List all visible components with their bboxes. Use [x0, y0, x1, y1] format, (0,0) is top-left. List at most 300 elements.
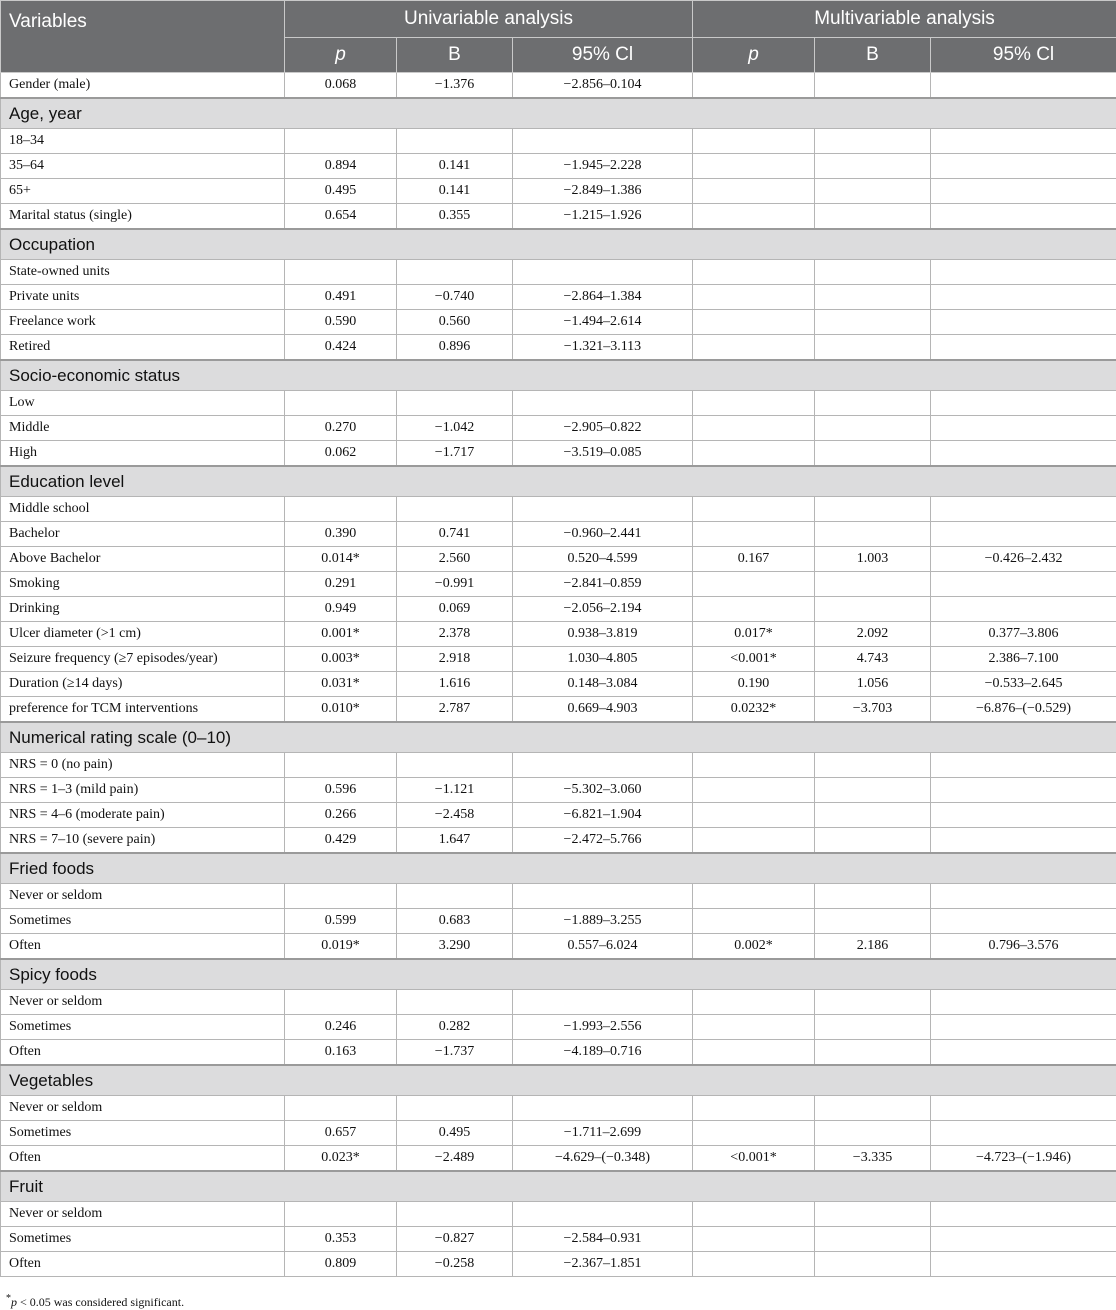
variable-name: 18–34 [1, 129, 285, 154]
multi-p-cell [693, 522, 815, 547]
uni-ci-cell: −0.960–2.441 [513, 522, 693, 547]
variable-name: NRS = 7–10 (severe pain) [1, 828, 285, 854]
multi-p-cell [693, 129, 815, 154]
table-row [1, 129, 1116, 154]
multi-p-cell: 0.017* [693, 622, 815, 647]
section-row [1, 1065, 1116, 1096]
section-row [1, 722, 1116, 753]
uni-p-cell: 0.062 [285, 441, 397, 467]
variable-name: Sometimes [1, 1227, 285, 1252]
multi-ci-cell: −0.533–2.645 [931, 672, 1116, 697]
uni-p-cell [285, 391, 397, 416]
uni-b-cell: −1.737 [397, 1040, 513, 1066]
uni-p-cell: 0.596 [285, 778, 397, 803]
uni-ci-cell [513, 129, 693, 154]
uni-ci-cell [513, 990, 693, 1015]
multi-p-cell [693, 909, 815, 934]
table-row [1, 1202, 1116, 1227]
variable-name: NRS = 0 (no pain) [1, 753, 285, 778]
multi-b-cell [815, 129, 931, 154]
multi-b-cell [815, 597, 931, 622]
variable-name: High [1, 441, 285, 467]
multi-ci-cell [931, 285, 1116, 310]
uni-b-cell: −0.258 [397, 1252, 513, 1277]
table-row [1, 934, 1116, 960]
table-row [1, 310, 1116, 335]
multi-b-cell [815, 1040, 931, 1066]
multi-b-cell: 2.186 [815, 934, 931, 960]
uni-b-cell: 0.741 [397, 522, 513, 547]
table-row [1, 1121, 1116, 1146]
multi-ci-cell [931, 1252, 1116, 1277]
multi-ci-cell [931, 778, 1116, 803]
section-label: Fruit [1, 1171, 1116, 1202]
multi-p-cell [693, 803, 815, 828]
table-row [1, 753, 1116, 778]
uni-ci-cell [513, 260, 693, 285]
uni-ci-cell: −5.302–3.060 [513, 778, 693, 803]
variable-name: Low [1, 391, 285, 416]
variable-name: 35–64 [1, 154, 285, 179]
uni-p-cell: 0.010* [285, 697, 397, 723]
multi-p-cell [693, 1015, 815, 1040]
uni-b-cell [397, 990, 513, 1015]
multi-p-cell [693, 154, 815, 179]
footnote-p: p [11, 1295, 17, 1309]
table-row [1, 335, 1116, 361]
multi-ci-cell [931, 310, 1116, 335]
multi-ci-cell [931, 416, 1116, 441]
uni-ci-cell: −1.215–1.926 [513, 204, 693, 230]
variable-name: Often [1, 934, 285, 960]
table-row [1, 260, 1116, 285]
multi-b-cell [815, 990, 931, 1015]
multi-b-cell [815, 154, 931, 179]
section-row [1, 360, 1116, 391]
uni-b-cell: 0.896 [397, 335, 513, 361]
table-row [1, 572, 1116, 597]
multi-b-cell [815, 522, 931, 547]
uni-p-cell: 0.894 [285, 154, 397, 179]
uni-ci-cell: −1.889–3.255 [513, 909, 693, 934]
footnote [6, 1293, 184, 1310]
section-row [1, 466, 1116, 497]
uni-b-cell: 0.069 [397, 597, 513, 622]
uni-b-cell: 0.495 [397, 1121, 513, 1146]
variable-name: Middle school [1, 497, 285, 522]
uni-b-cell [397, 753, 513, 778]
multi-ci-cell [931, 990, 1116, 1015]
table-row [1, 204, 1116, 230]
multi-b-cell [815, 884, 931, 909]
multi-b-cell [815, 778, 931, 803]
multi-p-cell [693, 391, 815, 416]
uni-p-cell: 0.657 [285, 1121, 397, 1146]
uni-b-cell [397, 391, 513, 416]
multi-b-cell [815, 1252, 931, 1277]
variable-name: Smoking [1, 572, 285, 597]
multi-b-cell [815, 73, 931, 99]
uni-ci-cell: 0.520–4.599 [513, 547, 693, 572]
multi-p-cell [693, 1252, 815, 1277]
multi-ci-cell [931, 73, 1116, 99]
multi-b-cell: −3.703 [815, 697, 931, 723]
uni-ci-cell: −6.821–1.904 [513, 803, 693, 828]
uni-b-cell: 0.683 [397, 909, 513, 934]
uni-ci-cell: −2.864–1.384 [513, 285, 693, 310]
uni-p-cell: 0.809 [285, 1252, 397, 1277]
uni-b-cell [397, 260, 513, 285]
uni-b-cell [397, 1202, 513, 1227]
uni-p-cell: 0.424 [285, 335, 397, 361]
variable-name: Bachelor [1, 522, 285, 547]
table-row [1, 1015, 1116, 1040]
uni-ci-cell [513, 497, 693, 522]
multi-p-cell [693, 990, 815, 1015]
uni-ci-cell: −2.584–0.931 [513, 1227, 693, 1252]
multi-b-cell [815, 1121, 931, 1146]
variable-name: Marital status (single) [1, 204, 285, 230]
multi-p-cell [693, 572, 815, 597]
multi-ci-cell [931, 1096, 1116, 1121]
section-row [1, 229, 1116, 260]
variable-name: State-owned units [1, 260, 285, 285]
section-row [1, 1171, 1116, 1202]
multi-ci-cell [931, 441, 1116, 467]
multi-b-cell [815, 391, 931, 416]
variable-name: Middle [1, 416, 285, 441]
table-row [1, 697, 1116, 723]
multi-ci-cell [931, 1015, 1116, 1040]
multi-p-cell [693, 753, 815, 778]
uni-b-cell: −2.458 [397, 803, 513, 828]
uni-p-cell: 0.023* [285, 1146, 397, 1172]
uni-p-cell: 0.491 [285, 285, 397, 310]
uni-p-cell [285, 1202, 397, 1227]
uni-ci-cell: −1.993–2.556 [513, 1015, 693, 1040]
variable-name: Never or seldom [1, 884, 285, 909]
uni-ci-cell [513, 1096, 693, 1121]
multi-ci-cell [931, 204, 1116, 230]
uni-b-cell [397, 884, 513, 909]
multi-ci-cell: −4.723–(−1.946) [931, 1146, 1116, 1172]
multi-ci-cell [931, 179, 1116, 204]
uni-ci-cell: 1.030–4.805 [513, 647, 693, 672]
table-row [1, 828, 1116, 854]
table-row [1, 803, 1116, 828]
uni-ci-cell: −2.472–5.766 [513, 828, 693, 854]
multi-ci-cell: −6.876–(−0.529) [931, 697, 1116, 723]
multi-ci-cell [931, 753, 1116, 778]
uni-ci-cell: 0.938–3.819 [513, 622, 693, 647]
variable-name: Ulcer diameter (>1 cm) [1, 622, 285, 647]
table-row [1, 154, 1116, 179]
uni-ci-cell: −1.945–2.228 [513, 154, 693, 179]
multi-b-cell [815, 285, 931, 310]
variable-name: preference for TCM interventions [1, 697, 285, 723]
multi-p-cell [693, 335, 815, 361]
uni-ci-cell: −4.629–(−0.348) [513, 1146, 693, 1172]
variable-name: Often [1, 1252, 285, 1277]
uni-p-cell: 0.031* [285, 672, 397, 697]
uni-ci-cell: −3.519–0.085 [513, 441, 693, 467]
variable-name: Often [1, 1040, 285, 1066]
uni-p-cell: 0.270 [285, 416, 397, 441]
uni-b-cell: −0.827 [397, 1227, 513, 1252]
table-row [1, 1040, 1116, 1066]
uni-ci-cell: −1.711–2.699 [513, 1121, 693, 1146]
multi-b-cell [815, 1015, 931, 1040]
table-row [1, 441, 1116, 467]
uni-b-cell: 2.918 [397, 647, 513, 672]
table-row [1, 1252, 1116, 1277]
multi-b-cell [815, 441, 931, 467]
uni-ci-cell [513, 753, 693, 778]
multi-p-cell: 0.190 [693, 672, 815, 697]
multi-b-cell: −3.335 [815, 1146, 931, 1172]
table-row [1, 597, 1116, 622]
uni-p-cell: 0.599 [285, 909, 397, 934]
uni-ci-cell [513, 884, 693, 909]
variable-name: Retired [1, 335, 285, 361]
uni-b-cell: −1.121 [397, 778, 513, 803]
section-label: Fried foods [1, 853, 1116, 884]
multi-p-cell [693, 179, 815, 204]
multi-ci-cell [931, 129, 1116, 154]
variable-name: Never or seldom [1, 1096, 285, 1121]
uni-p-cell: 0.068 [285, 73, 397, 99]
multi-p-cell [693, 497, 815, 522]
multi-b-cell [815, 204, 931, 230]
multi-ci-cell: 2.386–7.100 [931, 647, 1116, 672]
multi-ci-cell [931, 572, 1116, 597]
uni-ci-cell: 0.669–4.903 [513, 697, 693, 723]
multi-p-cell [693, 204, 815, 230]
multi-ci-cell [931, 1202, 1116, 1227]
variable-name: 65+ [1, 179, 285, 204]
uni-p-cell: 0.291 [285, 572, 397, 597]
variable-name: Gender (male) [1, 73, 285, 99]
table-row [1, 391, 1116, 416]
variable-name: Sometimes [1, 1015, 285, 1040]
header-uni-ci: 95% Cl [513, 38, 693, 73]
variable-name: Drinking [1, 597, 285, 622]
uni-b-cell: 2.378 [397, 622, 513, 647]
multi-ci-cell [931, 522, 1116, 547]
uni-b-cell: 0.355 [397, 204, 513, 230]
uni-b-cell: 3.290 [397, 934, 513, 960]
table-body [1, 73, 1116, 1277]
multi-ci-cell: −0.426–2.432 [931, 547, 1116, 572]
multi-b-cell [815, 416, 931, 441]
multi-ci-cell [931, 497, 1116, 522]
multi-b-cell [815, 753, 931, 778]
multi-ci-cell [931, 335, 1116, 361]
uni-b-cell: −0.991 [397, 572, 513, 597]
uni-ci-cell: −2.905–0.822 [513, 416, 693, 441]
table-row [1, 497, 1116, 522]
footnote-text: < 0.05 was considered significant. [17, 1295, 184, 1309]
uni-p-cell [285, 497, 397, 522]
multi-p-cell [693, 310, 815, 335]
multi-b-cell [815, 310, 931, 335]
table-row [1, 909, 1116, 934]
uni-ci-cell: −2.856–0.104 [513, 73, 693, 99]
multi-p-cell [693, 73, 815, 99]
uni-b-cell: −1.376 [397, 73, 513, 99]
uni-p-cell: 0.429 [285, 828, 397, 854]
header-univariable: Univariable analysis [285, 1, 693, 38]
variable-name: Sometimes [1, 1121, 285, 1146]
uni-b-cell: 1.647 [397, 828, 513, 854]
multi-p-cell [693, 1227, 815, 1252]
uni-p-cell: 0.390 [285, 522, 397, 547]
variable-name: Often [1, 1146, 285, 1172]
table-row [1, 622, 1116, 647]
uni-b-cell: 2.787 [397, 697, 513, 723]
section-row [1, 98, 1116, 129]
multi-ci-cell [931, 909, 1116, 934]
multi-ci-cell [931, 391, 1116, 416]
multi-ci-cell [931, 884, 1116, 909]
uni-p-cell: 0.246 [285, 1015, 397, 1040]
table-row [1, 416, 1116, 441]
uni-b-cell: 1.616 [397, 672, 513, 697]
table-row [1, 547, 1116, 572]
section-label: Numerical rating scale (0–10) [1, 722, 1116, 753]
section-row [1, 959, 1116, 990]
uni-b-cell [397, 129, 513, 154]
uni-b-cell: −1.717 [397, 441, 513, 467]
variable-name: Never or seldom [1, 1202, 285, 1227]
variable-name: Private units [1, 285, 285, 310]
variable-name: Sometimes [1, 909, 285, 934]
uni-p-cell: 0.495 [285, 179, 397, 204]
multi-ci-cell [931, 260, 1116, 285]
multi-p-cell [693, 828, 815, 854]
uni-b-cell: 0.141 [397, 179, 513, 204]
multi-ci-cell [931, 1040, 1116, 1066]
header-multi-p: p [693, 38, 815, 73]
uni-p-cell [285, 1096, 397, 1121]
uni-p-cell [285, 260, 397, 285]
multi-ci-cell [931, 154, 1116, 179]
uni-p-cell [285, 884, 397, 909]
uni-p-cell: 0.001* [285, 622, 397, 647]
multi-b-cell [815, 828, 931, 854]
header-multi-ci: 95% Cl [931, 38, 1116, 73]
table-row [1, 1227, 1116, 1252]
uni-p-cell: 0.266 [285, 803, 397, 828]
uni-b-cell: −1.042 [397, 416, 513, 441]
uni-p-cell: 0.654 [285, 204, 397, 230]
table-row [1, 522, 1116, 547]
multi-ci-cell [931, 1227, 1116, 1252]
uni-ci-cell [513, 391, 693, 416]
uni-b-cell [397, 497, 513, 522]
multi-p-cell [693, 1096, 815, 1121]
multi-p-cell [693, 416, 815, 441]
multi-b-cell: 1.003 [815, 547, 931, 572]
multi-p-cell: <0.001* [693, 1146, 815, 1172]
variable-name: Seizure frequency (≥7 episodes/year) [1, 647, 285, 672]
multi-ci-cell: 0.377–3.806 [931, 622, 1116, 647]
multi-p-cell [693, 884, 815, 909]
multi-b-cell [815, 1096, 931, 1121]
header-multivariable: Multivariable analysis [693, 1, 1116, 38]
table-row [1, 647, 1116, 672]
multi-b-cell [815, 335, 931, 361]
uni-ci-cell: 0.557–6.024 [513, 934, 693, 960]
header-multi-b: B [815, 38, 931, 73]
header-uni-b: B [397, 38, 513, 73]
table-row [1, 884, 1116, 909]
variable-name: NRS = 1–3 (mild pain) [1, 778, 285, 803]
multi-ci-cell [931, 828, 1116, 854]
uni-p-cell: 0.590 [285, 310, 397, 335]
table-row [1, 778, 1116, 803]
variable-name: NRS = 4–6 (moderate pain) [1, 803, 285, 828]
multi-ci-cell [931, 597, 1116, 622]
uni-ci-cell: −1.321–3.113 [513, 335, 693, 361]
uni-ci-cell: −1.494–2.614 [513, 310, 693, 335]
multi-p-cell [693, 597, 815, 622]
uni-b-cell: −2.489 [397, 1146, 513, 1172]
multi-p-cell [693, 441, 815, 467]
multi-b-cell [815, 497, 931, 522]
section-row [1, 853, 1116, 884]
multi-p-cell [693, 778, 815, 803]
multi-b-cell [815, 1227, 931, 1252]
uni-b-cell [397, 1096, 513, 1121]
uni-b-cell: 2.560 [397, 547, 513, 572]
variable-name: Freelance work [1, 310, 285, 335]
multi-b-cell: 4.743 [815, 647, 931, 672]
header-uni-p: p [285, 38, 397, 73]
uni-p-cell [285, 129, 397, 154]
multi-ci-cell [931, 1121, 1116, 1146]
uni-b-cell: 0.141 [397, 154, 513, 179]
uni-ci-cell: −2.056–2.194 [513, 597, 693, 622]
footnote-mark: * [6, 1293, 11, 1304]
uni-ci-cell: −2.841–0.859 [513, 572, 693, 597]
uni-p-cell: 0.003* [285, 647, 397, 672]
section-label: Spicy foods [1, 959, 1116, 990]
uni-ci-cell: 0.148–3.084 [513, 672, 693, 697]
multi-p-cell: 0.002* [693, 934, 815, 960]
multi-p-cell [693, 1202, 815, 1227]
multi-p-cell [693, 285, 815, 310]
uni-b-cell: 0.560 [397, 310, 513, 335]
uni-p-cell: 0.353 [285, 1227, 397, 1252]
section-label: Vegetables [1, 1065, 1116, 1096]
multi-b-cell [815, 179, 931, 204]
multi-b-cell [815, 803, 931, 828]
multi-b-cell [815, 909, 931, 934]
uni-p-cell [285, 990, 397, 1015]
multi-p-cell: 0.167 [693, 547, 815, 572]
multi-b-cell [815, 260, 931, 285]
multi-ci-cell [931, 803, 1116, 828]
header-variables: Variables [1, 1, 285, 73]
multi-p-cell: 0.0232* [693, 697, 815, 723]
table-row [1, 73, 1116, 99]
uni-b-cell: −0.740 [397, 285, 513, 310]
multi-b-cell: 1.056 [815, 672, 931, 697]
table-row [1, 1146, 1116, 1172]
uni-p-cell: 0.019* [285, 934, 397, 960]
uni-ci-cell [513, 1202, 693, 1227]
